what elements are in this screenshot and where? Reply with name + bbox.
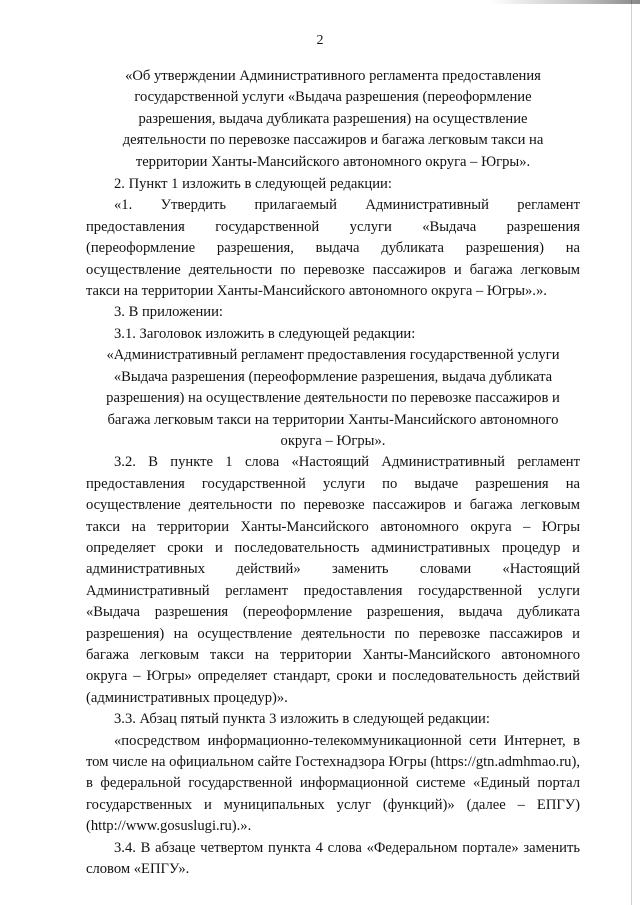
paragraph-item-3-1-text: «Административный регламент предоставления государственной услуги «Выдача разрешения (переоформление разрешения, выдача дубликата разрешения) на осуществление деятельности по перевозке пассажиров и багажа легковым такси на территории Ханты-Мансийского автономного округа – Югры». <box>106 347 560 449</box>
paragraph-item-3-1: 3.1. Заголовок изложить в следующей редакции: <box>114 325 416 342</box>
document-body <box>86 66 580 880</box>
paragraph-item-3-3: 3.3. Абзац пятый пункта 3 изложить в следующей редакции: <box>114 711 490 728</box>
paragraph-item-2-text: «1. Утвердить прилагаемый Административный регламент предоставления государственной услуги «Выдача разрешения (переоформление разрешения, выдача дубликата разрешения) на осуществление деятельности по перевозке пассажиров и багажа легковым такси на территории Ханты-Мансийского автономного округа – Югры».». <box>86 197 580 300</box>
page-number: 2 <box>316 33 324 48</box>
document-title: «Об утверждении Административного регламента предоставления государственной услуги «Выдача разрешения (переоформление разрешения, выдача дубликата разрешения) на осуществление деятельности по перевозке пассажиров и багажа легковым такси на территории Ханты-Мансийского автономного округа – Югры». <box>122 68 544 170</box>
paragraph-item-3-3-text: «посредством информационно-телекоммуникационной сети Интернет, в том числе на официальном сайте Гостехнадзора Югры (https://gtn.admhmao.ru), в федеральной государственной информационной системе «Единый портал государственных и муниципальных услуг (функций)» (далее – ЕПГУ) (http://www.gosuslugi.ru).». <box>86 732 580 835</box>
paragraph-item-3: 3. В приложении: <box>114 304 223 321</box>
scan-artifact <box>490 0 640 4</box>
scan-edge-line <box>631 0 632 905</box>
paragraph-item-2: 2. Пункт 1 изложить в следующей редакции: <box>114 176 392 193</box>
paragraph-item-3-2: 3.2. В пункте 1 слова «Настоящий Административный регламент предоставления государственной услуги по выдаче разрешения на осуществление деятельности по перевозке пассажиров и багажа легковым такси на территории Ханты-Мансийского автономного округа – Югры определяет сроки и последовательность административных процедур и административных действий» заменить словами «Настоящий Административный регламент предоставления государственной услуги «Выдача разрешения (переоформление разрешения, выдача дубликата разрешения) на осуществление деятельности по перевозке пассажиров и багажа легковым такси на территории Ханты-Мансийского автономного округа – Югры» определяет стандарт, сроки и последовательность действий (административных процедур)». <box>86 454 580 706</box>
paragraph-item-3-4: 3.4. В абзаце четвертом пункта 4 слова «Федеральном портале» заменить словом «ЕПГУ». <box>86 839 580 878</box>
